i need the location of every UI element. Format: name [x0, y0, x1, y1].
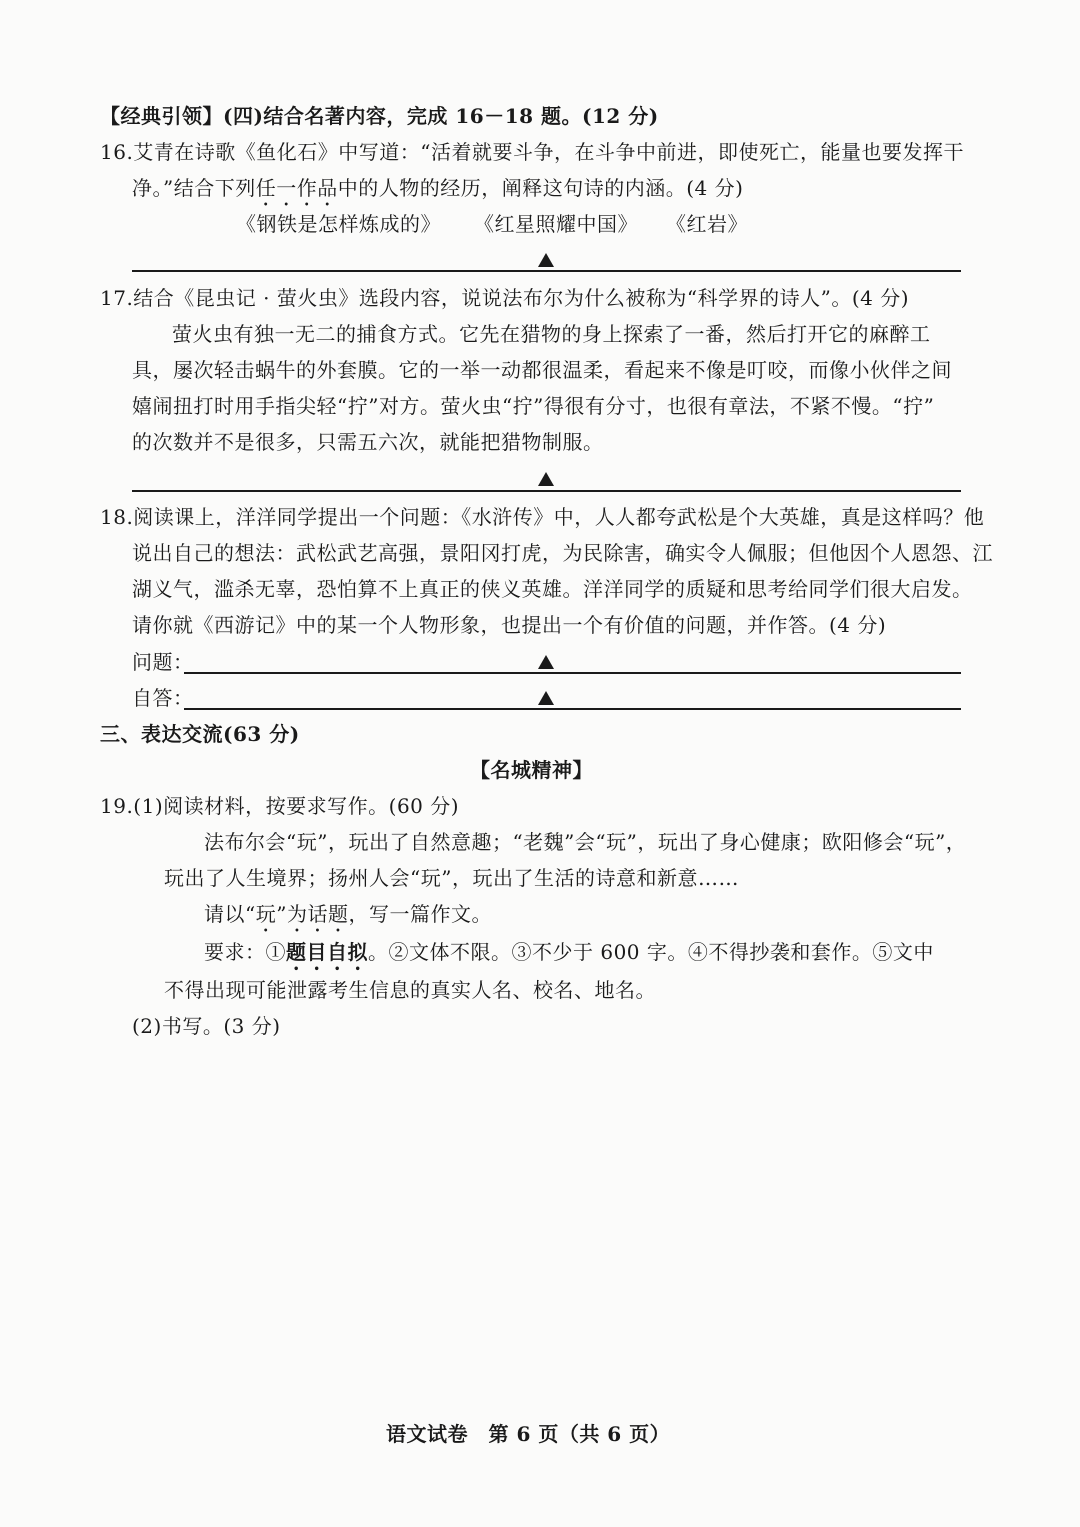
q19-prompt-emphasis: “玩”为话题	[245, 902, 349, 926]
q16-answer-mark	[538, 253, 554, 267]
q18-question-line[interactable]	[184, 672, 961, 674]
page-footer: 语文试卷 第 6 页（共 6 页）	[386, 1422, 671, 1446]
q18-line-4: 请你就《西游记》中的某一个人物形象，也提出一个有价值的问题，并作答。(4 分)	[132, 613, 887, 637]
q19-prompt	[204, 900, 492, 937]
q17-passage-3: 嬉闹扭打时用手指尖轻“拧”对方。萤火虫“拧”得很有分寸，也很有章法，不紧不慢。“拧”	[132, 394, 935, 418]
q17-passage-4: 的次数并不是很多，只需五六次，就能把猎物制服。	[132, 430, 604, 454]
q16-answer-line[interactable]	[132, 270, 961, 272]
q19-req-pre: 要求：①	[204, 940, 286, 964]
q16-line-1: 16.艾青在诗歌《鱼化石》中写道：“活着就要斗争，在斗争中前进，即使死亡，能量也要发挥干	[100, 140, 965, 164]
q18-line-2: 说出自己的想法：武松武艺高强，景阳冈打虎，为民除害，确实令人佩服；但他因个人恩怨、江	[132, 541, 993, 565]
q17-passage-2: 具，屡次轻击蜗牛的外套膜。它的一举一动都很温柔，看起来不像是叮咬，而像小伙伴之间	[132, 358, 952, 382]
section-3-subheader: 【名城精神】	[470, 758, 593, 782]
q19-req-emphasis: 题目自拟	[286, 940, 368, 964]
q18-question-mark	[538, 655, 554, 669]
q19-part-2: (2)书写。(3 分)	[132, 1014, 281, 1038]
section-3-header: 三、表达交流(63 分)	[100, 722, 300, 746]
q18-answer-line[interactable]	[184, 708, 961, 710]
q19-part-1: 19.(1)阅读材料，按要求写作。(60 分)	[100, 794, 460, 818]
q16-line-2-pre: 净。”结合下列	[132, 176, 256, 200]
q16-emphasis: 任一作品	[255, 176, 338, 200]
q16-line-2	[132, 174, 743, 211]
q19-requirements-1	[204, 938, 934, 975]
q16-book-1: 《钢铁是怎样炼成的》	[236, 212, 441, 236]
section-4-header: 【经典引领】(四)结合名著内容，完成 16－18 题。(12 分)	[100, 104, 659, 128]
q19-prompt-pre: 请以	[204, 902, 245, 926]
q19-requirements-2: 不得出现可能泄露考生信息的真实人名、校名、地名。	[164, 978, 656, 1002]
q19-material-2: 玩出了人生境界；扬州人会“玩”，玩出了生活的诗意和新意……	[164, 866, 739, 890]
q19-req-post: 。②文体不限。③不少于 600 字。④不得抄袭和套作。⑤文中	[368, 940, 934, 964]
q17-passage-1: 萤火虫有独一无二的捕食方式。它先在猎物的身上探索了一番，然后打开它的麻醉工	[172, 322, 931, 346]
q18-line-3: 湖义气，滥杀无辜，恐怕算不上真正的侠义英雄。洋洋同学的质疑和思考给同学们很大启发。	[132, 577, 973, 601]
q16-line-2-post: 中的人物的经历，阐释这句诗的内涵。(4 分)	[337, 176, 744, 200]
q18-answer-label: 自答：	[132, 686, 194, 710]
q16-book-3: 《红岩》	[666, 212, 748, 236]
q19-prompt-post: ，写一篇作文。	[348, 902, 492, 926]
q17-answer-line[interactable]	[132, 490, 961, 492]
q18-answer-mark	[538, 691, 554, 705]
q19-material-1: 法布尔会“玩”，玩出了自然意趣；“老魏”会“玩”，玩出了身心健康；欧阳修会“玩”，	[204, 830, 967, 854]
q17-answer-mark	[538, 472, 554, 486]
q16-book-2: 《红星照耀中国》	[474, 212, 638, 236]
q18-question-label: 问题：	[132, 650, 194, 674]
q17-line-1: 17.结合《昆虫记 · 萤火虫》选段内容，说说法布尔为什么被称为“科学界的诗人”。(4 分)	[100, 286, 910, 310]
q18-line-1: 18.阅读课上，洋洋同学提出一个问题：《水浒传》中，人人都夸武松是个大英雄，真是这样吗？他	[100, 505, 985, 529]
